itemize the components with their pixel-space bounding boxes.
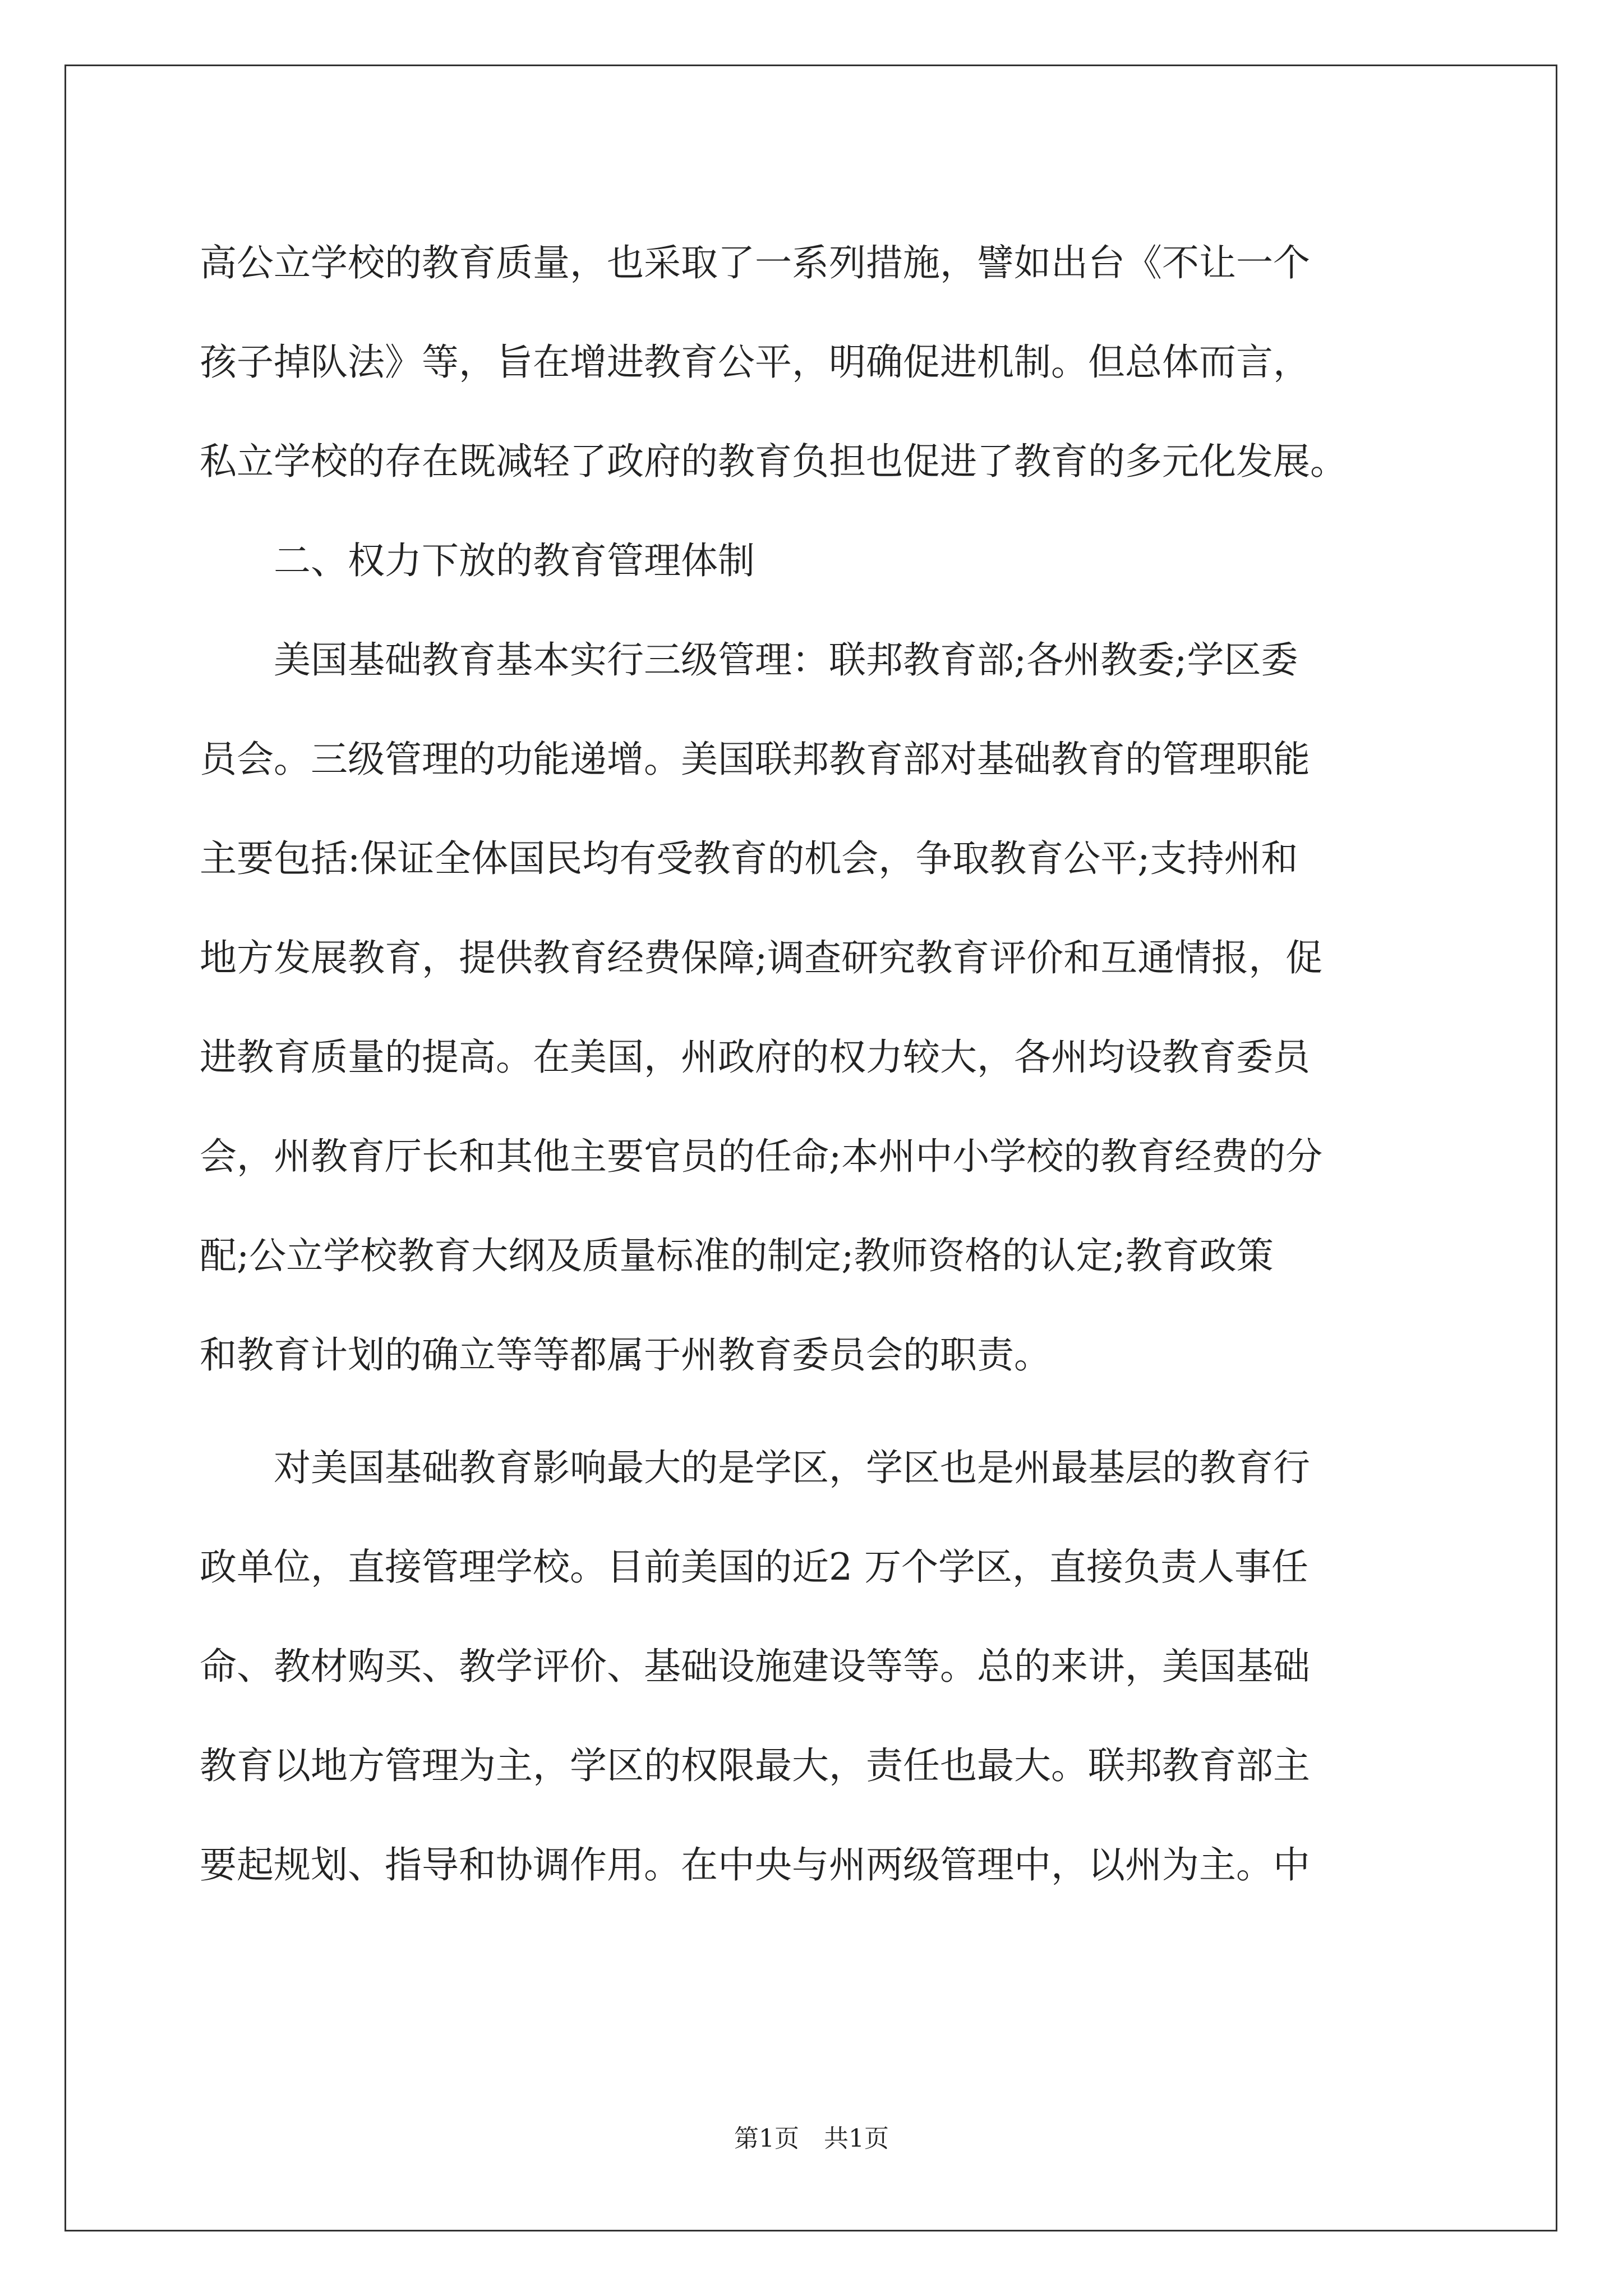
text-line: 会，州教育厅长和其他主要官员的任命;本州中小学校的教育经费的分 — [200, 1135, 1323, 1178]
text-line: 教育以地方管理为主，学区的权限最大，责任也最大。联邦教育部主 — [200, 1744, 1310, 1787]
text-line: 对美国基础教育影响最大的是学区，学区也是州最基层的教育行 — [274, 1446, 1310, 1489]
text-line: 和教育计划的确立等等都属于州教育委员会的职责。 — [200, 1333, 1051, 1377]
text-line: 要起规划、指导和协调作用。在中央与州两级管理中，以州为主。中 — [200, 1843, 1310, 1887]
paragraph — [200, 213, 1433, 511]
text-line: 美国基础教育基本实行三级管理：联邦教育部;各州教委;学区委 — [274, 638, 1298, 682]
text-line: 政单位，直接管理学校。目前美国的近2 万个学区，直接负责人事任 — [200, 1545, 1308, 1589]
text-line: 高公立学校的教育质量，也采取了一系列措施，譬如出台《不让一个 — [200, 241, 1310, 284]
document-body — [200, 213, 1433, 1915]
page-footer — [0, 2118, 1623, 2154]
text-line: 私立学校的存在既减轻了政府的教育负担也促进了教育的多元化发展。 — [200, 440, 1347, 483]
text-line: 配;公立学校教育大纲及质量标准的制定;教师资格的认定;教育政策 — [200, 1234, 1274, 1277]
text-line: 命、教材购买、教学评价、基础设施建设等等。总的来讲，美国基础 — [200, 1645, 1310, 1688]
text-line: 二、权力下放的教育管理体制 — [274, 539, 755, 582]
text-line: 进教育质量的提高。在美国，州政府的权力较大，各州均设教育委员 — [200, 1036, 1310, 1079]
paragraph — [200, 1418, 1433, 1915]
text-line: 地方发展教育，提供教育经费保障;调查研究教育评价和互通情报，促 — [200, 936, 1323, 979]
text-line: 孩子掉队法》等，旨在增进教育公平，明确促进机制。但总体而言， — [200, 341, 1310, 384]
paragraph-gap — [200, 1405, 1433, 1418]
text-line: 员会。三级管理的功能递增。美国联邦教育部对基础教育的管理职能 — [200, 738, 1310, 781]
section-heading — [200, 511, 1433, 610]
text-line: 主要包括:保证全体国民均有受教育的机会，争取教育公平;支持州和 — [200, 837, 1298, 880]
page-number-label: 第1页 共1页 — [734, 2124, 889, 2153]
paragraph — [200, 610, 1433, 1405]
